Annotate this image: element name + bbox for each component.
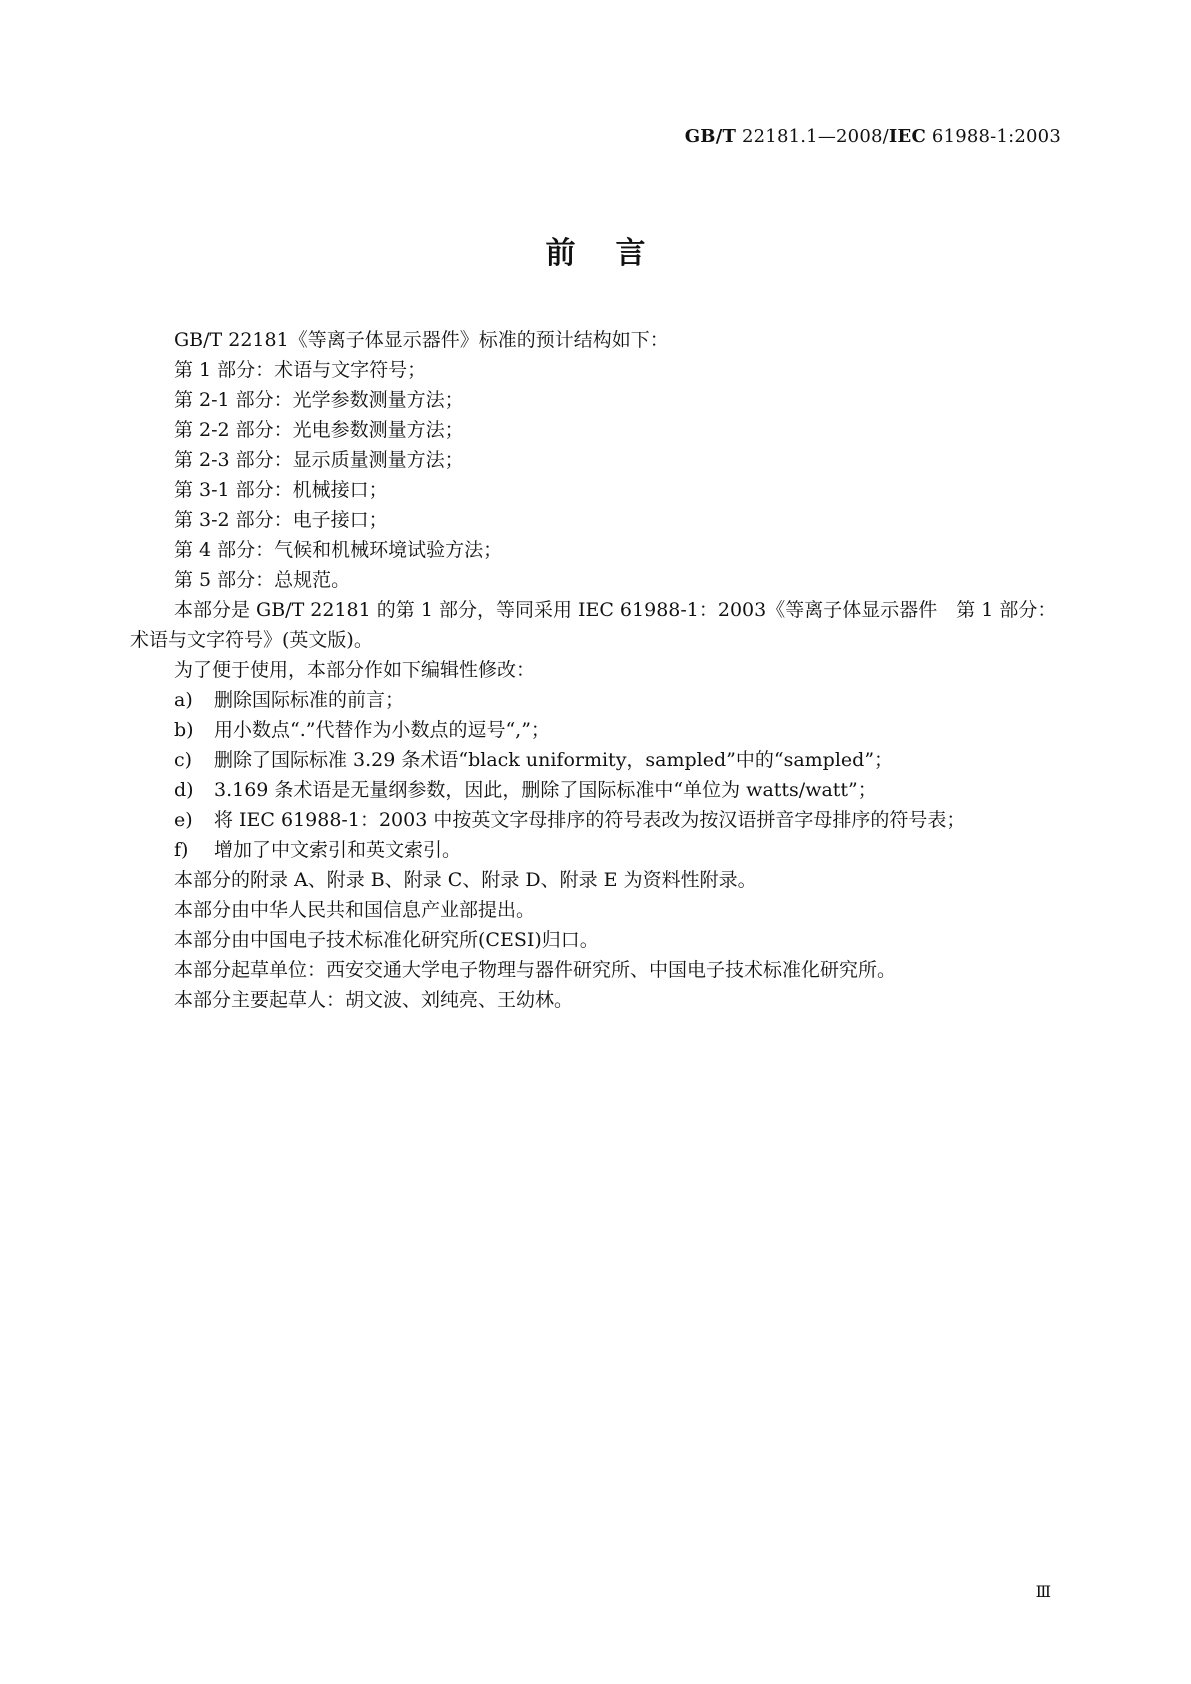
drafting-units-statement: 本部分起草单位：西安交通大学电子物理与器件研究所、中国电子技术标准化研究所。 xyxy=(174,959,897,981)
drafters-statement: 本部分主要起草人：胡文波、刘纯亮、王幼林。 xyxy=(174,989,574,1011)
part-list-item: 第 5 部分：总规范。 xyxy=(174,569,351,591)
item-text: 3.169 条术语是无量纲参数，因此，删除了国际标准中“单位为 watts/watt”； xyxy=(214,779,877,801)
standard-code xyxy=(685,126,1061,147)
modification-item xyxy=(130,805,1060,835)
paragraph: GB/T 22181《等离子体显示器件》标准的预计结构如下： xyxy=(174,329,669,351)
part-list-item: 第 2-1 部分：光学参数测量方法； xyxy=(174,389,464,411)
item-text: 删除国际标准的前言； xyxy=(214,689,405,711)
item-marker: b) xyxy=(174,719,194,741)
modification-item xyxy=(130,715,1060,745)
item-text: 用小数点“.”代替作为小数点的逗号“,”； xyxy=(214,719,550,741)
item-marker: f) xyxy=(174,839,189,861)
item-marker: d) xyxy=(174,779,194,801)
part-list-item: 第 1 部分：术语与文字符号； xyxy=(174,359,427,381)
item-text: 将 IEC 61988-1：2003 中按英文字母排序的符号表改为按汉语拼音字母排序的符号表； xyxy=(214,809,966,831)
modification-item xyxy=(130,745,1060,775)
foreword-body xyxy=(130,325,1060,1015)
modification-item xyxy=(130,775,1060,805)
annex-statement: 本部分的附录 A、附录 B、附录 C、附录 D、附录 E 为资料性附录。 xyxy=(174,869,757,891)
part-list-item: 第 3-2 部分：电子接口； xyxy=(174,509,388,531)
item-text: 删除了国际标准 3.29 条术语“black uniformity，sampled”中的“sampled”； xyxy=(214,749,894,771)
adoption-paragraph: 本部分是 GB/T 22181 的第 1 部分，等同采用 IEC 61988-1：2003《等离子体显示器件 第 1 部分：术语与文字符号》(英文版)。 xyxy=(130,599,1057,651)
page-number: Ⅲ xyxy=(1035,1582,1051,1601)
centralizer-statement: 本部分由中国电子技术标准化研究所(CESI)归口。 xyxy=(174,929,599,951)
iec-prefix: IEC xyxy=(888,126,926,147)
std-number: 22181.1—2008/ xyxy=(742,126,889,147)
part-list-item: 第 2-2 部分：光电参数测量方法； xyxy=(174,419,464,441)
item-text: 增加了中文索引和英文索引。 xyxy=(214,839,462,861)
std-prefix: GB/T xyxy=(684,126,737,147)
modification-item xyxy=(130,685,1060,715)
part-list-item: 第 3-1 部分：机械接口； xyxy=(174,479,388,501)
item-marker: a) xyxy=(174,689,193,711)
proposer-statement: 本部分由中华人民共和国信息产业部提出。 xyxy=(174,899,536,921)
item-marker: e) xyxy=(174,809,193,831)
part-list-item: 第 2-3 部分：显示质量测量方法； xyxy=(174,449,464,471)
page-title: 前言 xyxy=(545,236,686,271)
modification-item xyxy=(130,835,1060,865)
part-list-item: 第 4 部分：气候和机械环境试验方法； xyxy=(174,539,503,561)
item-marker: c) xyxy=(174,749,193,771)
iec-number: 61988-1:2003 xyxy=(931,126,1061,147)
modification-intro: 为了便于使用，本部分作如下编辑性修改： xyxy=(174,659,536,681)
